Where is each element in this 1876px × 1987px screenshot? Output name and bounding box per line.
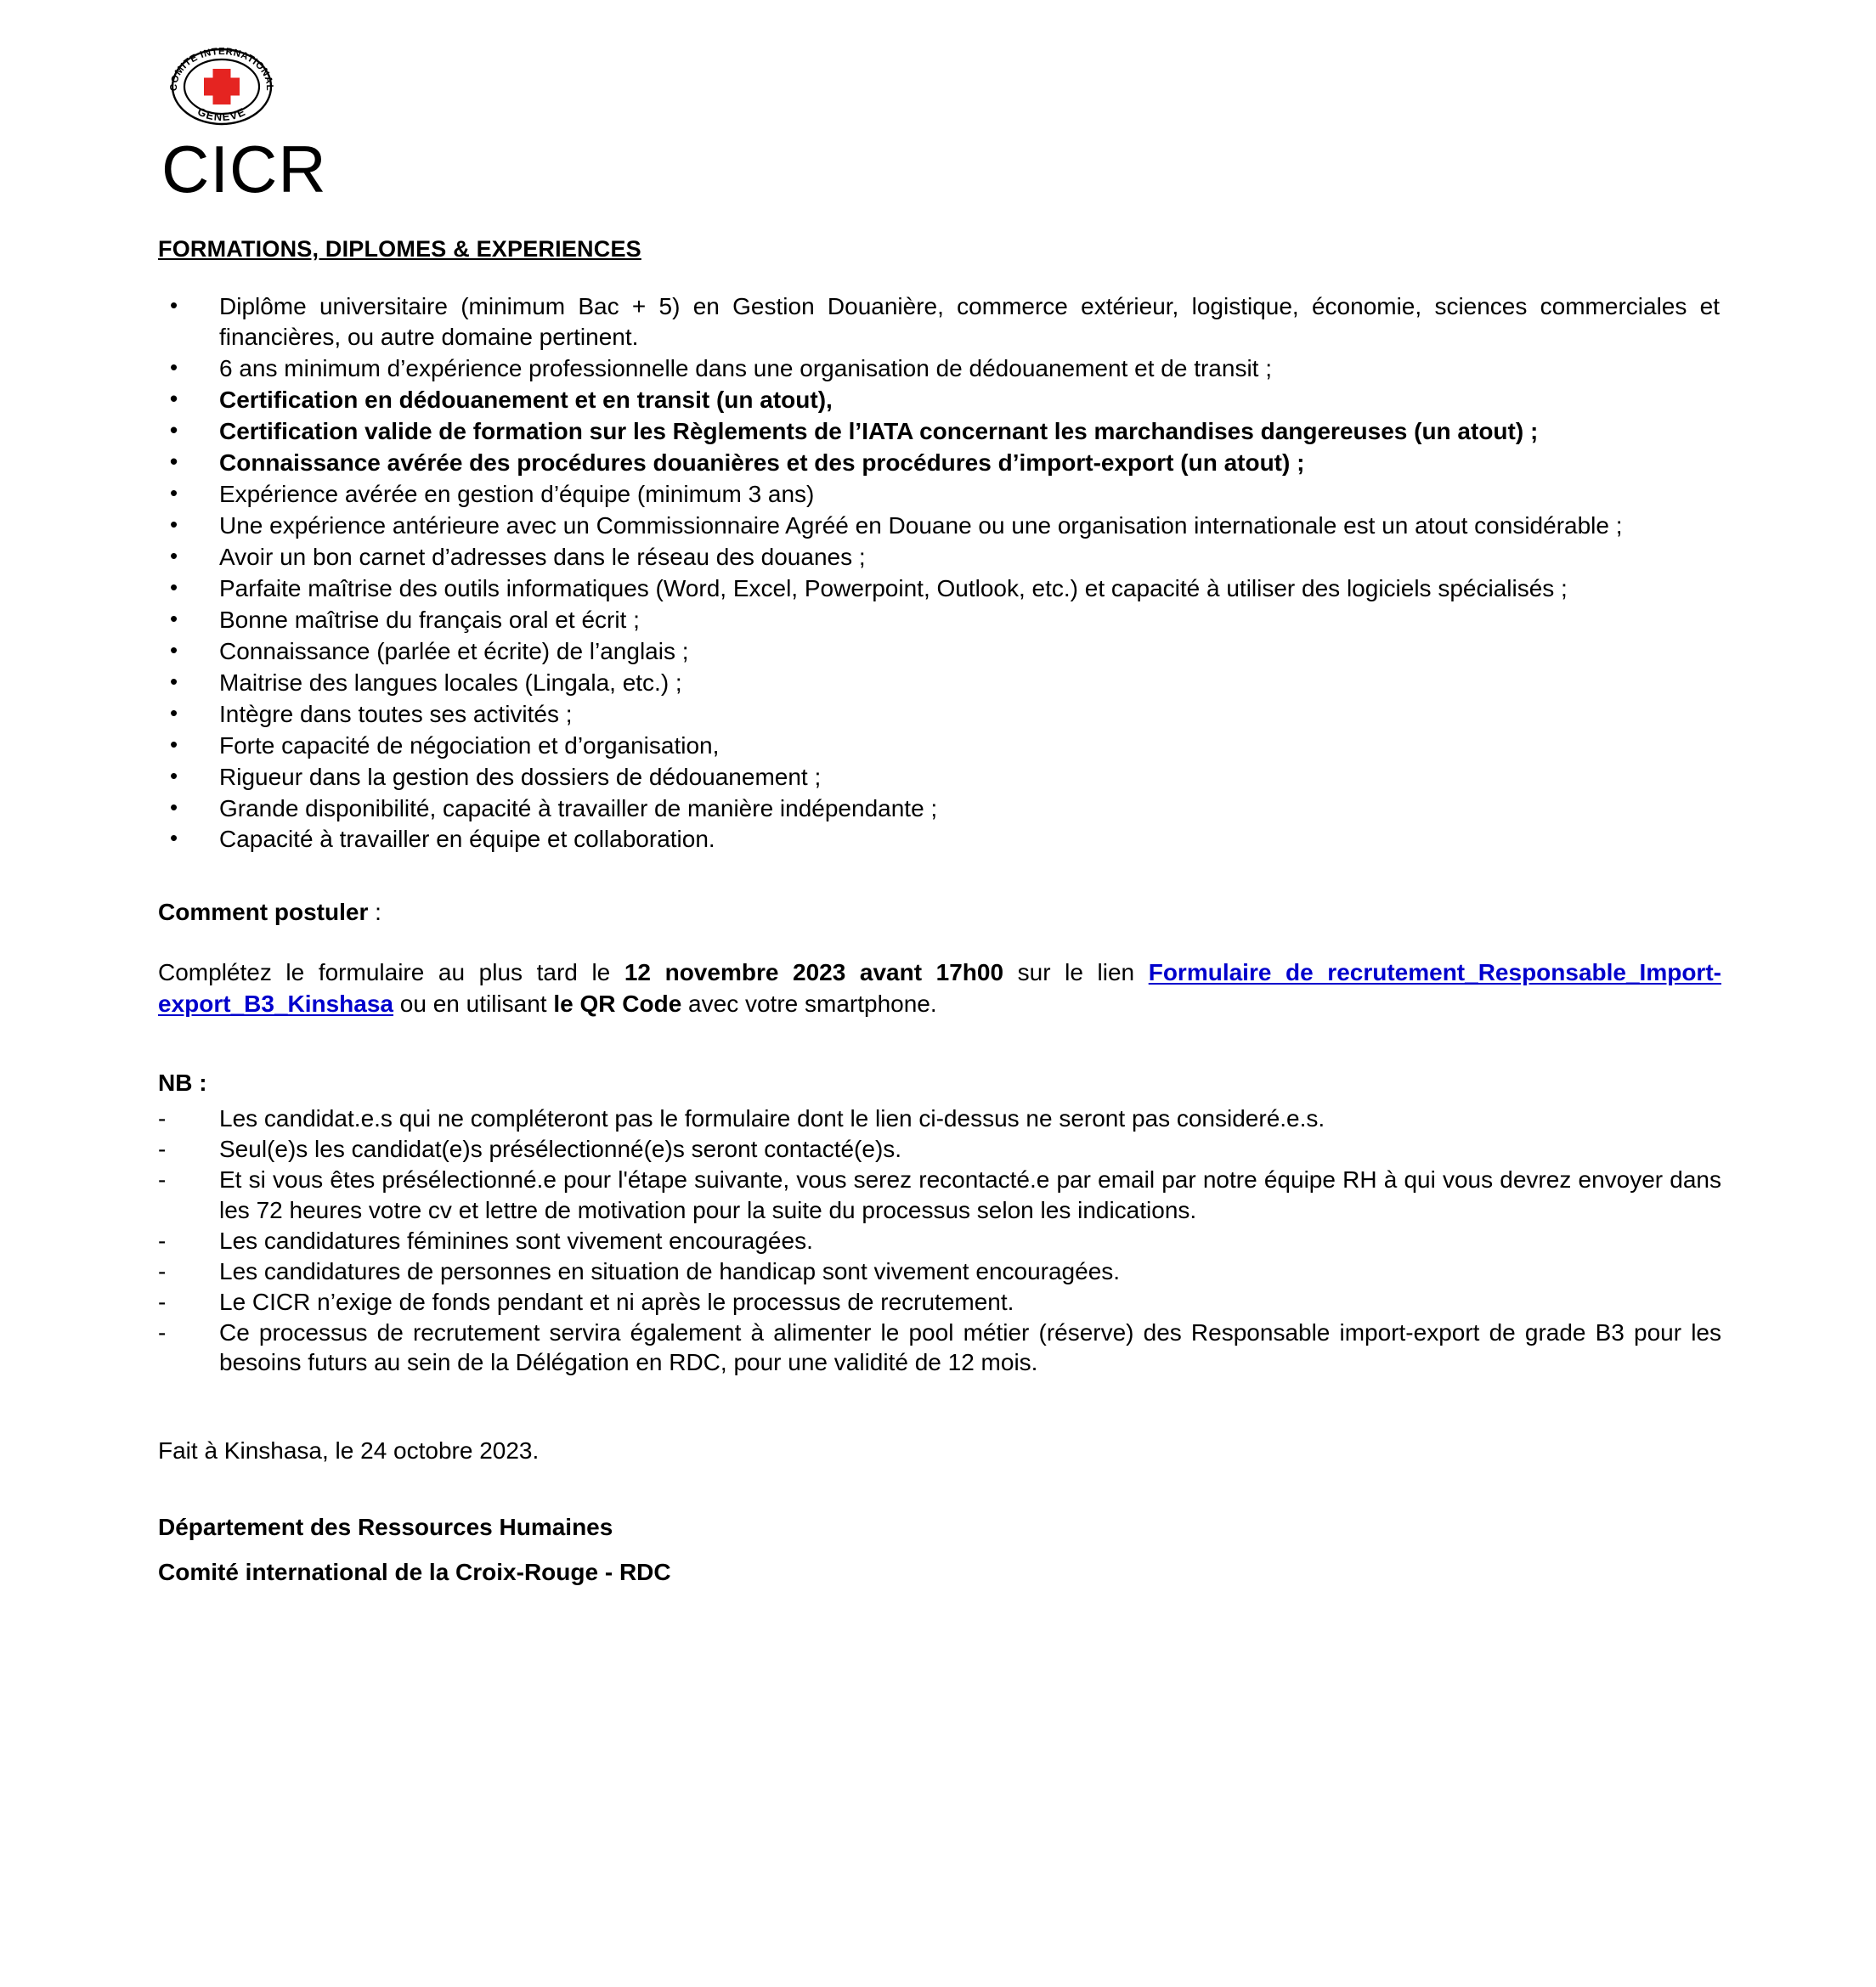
list-item: [158, 353, 1721, 384]
qualifications-list: [158, 291, 1721, 855]
list-item-text: Diplôme universitaire (minimum Bac + 5) en Gestion Douanière, commerce extérieur, logistique, économie, sciences commerciales et financières, ou autre domaine pertinent.: [219, 293, 1720, 350]
list-item: [158, 291, 1721, 353]
dash-icon: -: [158, 1135, 167, 1162]
dash-icon: -: [158, 1288, 167, 1315]
apply-text-4: avec votre smartphone.: [681, 990, 937, 1017]
list-item-text: Les candidatures de personnes en situation de handicap sont vivement encouragées.: [219, 1257, 1121, 1284]
apply-text-1: Complétez le formulaire au plus tard le: [158, 958, 624, 985]
bullet-icon: •: [170, 385, 178, 411]
list-item-text: Certification valide de formation sur les Règlements de l’IATA concernant les marchandises dangereuses (un atout) ;: [219, 417, 1539, 444]
svg-text:GENEVE: GENEVE: [195, 104, 248, 124]
list-item: [158, 1256, 1721, 1287]
dash-icon: -: [158, 1318, 167, 1346]
bullet-icon: •: [170, 542, 178, 568]
list-item: [158, 479, 1721, 510]
list-item: [158, 385, 1721, 415]
list-item: [158, 1287, 1721, 1318]
list-item-text: Avoir un bon carnet d’adresses dans le réseau des douanes ;: [219, 543, 866, 570]
bullet-icon: •: [170, 793, 178, 820]
list-item-text: Les candidat.e.s qui ne compléteront pas le formulaire dont le lien ci-dessus ne seront pas consideré.e.s.: [219, 1104, 1325, 1132]
list-item: [158, 1318, 1721, 1379]
list-item: [158, 668, 1721, 698]
list-item: [158, 573, 1721, 604]
dash-icon: -: [158, 1104, 167, 1132]
list-item: [158, 699, 1721, 730]
bullet-icon: •: [170, 605, 178, 631]
bullet-icon: •: [170, 479, 178, 505]
list-item-text: Expérience avérée en gestion d’équipe (minimum 3 ans): [219, 480, 815, 507]
bullet-icon: •: [170, 636, 178, 663]
bullet-icon: •: [170, 511, 178, 537]
list-item: [158, 542, 1721, 573]
organisation-name: Comité international de la Croix-Rouge - RDC: [158, 1559, 671, 1586]
dash-icon: -: [158, 1166, 167, 1193]
list-item-text: Grande disponibilité, capacité à travailler de manière indépendante ;: [219, 794, 938, 821]
how-to-apply-heading: [158, 897, 1721, 928]
list-item: [158, 605, 1721, 635]
cicr-wordmark: CICR: [161, 132, 327, 206]
list-item-text: Parfaite maîtrise des outils informatiques (Word, Excel, Powerpoint, Outlook, etc.) et capacité à utiliser des logiciels spécialisés ;: [219, 574, 1568, 601]
list-item-text: Le CICR n’exige de fonds pendant et ni après le processus de recrutement.: [219, 1288, 1014, 1315]
bullet-icon: •: [170, 699, 178, 725]
list-item-text: Les candidatures féminines sont vivement encouragées.: [219, 1227, 813, 1254]
list-item-text: Une expérience antérieure avec un Commissionnaire Agréé en Douane ou une organisation internationale est un atout considérable ;: [219, 511, 1623, 539]
bullet-icon: •: [170, 573, 178, 600]
list-item-text: Ce processus de recrutement servira également à alimenter le pool métier (réserve) des Responsable import-export de grade B3 pour les besoins futurs au sein de la Délégation en RDC, pour une validité de 12 mois.: [219, 1318, 1721, 1376]
how-to-apply-colon: :: [368, 899, 381, 926]
application-deadline: 12 novembre 2023 avant 17h00: [624, 958, 1004, 985]
bullet-icon: •: [170, 762, 178, 788]
list-item: [158, 416, 1721, 447]
signature-block: [158, 1504, 1721, 1595]
bullet-icon: •: [170, 292, 178, 318]
document-body: [158, 236, 1721, 1595]
svg-text:COMITE INTERNATIONAL: COMITE INTERNATIONAL: [168, 46, 275, 92]
nb-list: [158, 1104, 1721, 1379]
list-item-text: Seul(e)s les candidat(e)s présélectionné(e)s seront contacté(e)s.: [219, 1135, 902, 1162]
list-item: [158, 793, 1721, 824]
list-item-text: Intègre dans toutes ses activités ;: [219, 700, 573, 727]
list-item-text: Maitrise des langues locales (Lingala, etc.) ;: [219, 669, 682, 696]
list-item: [158, 1226, 1721, 1256]
apply-text-2: sur le lien: [1003, 958, 1149, 985]
list-item-text: Forte capacité de négociation et d’organisation,: [219, 731, 720, 759]
list-item-text: 6 ans minimum d’expérience professionnelle dans une organisation de dédouanement et de transit ;: [219, 354, 1272, 381]
list-item: [158, 636, 1721, 667]
list-item-text: Connaissance avérée des procédures douanières et des procédures d’import-export (un atout) ;: [219, 449, 1305, 476]
qr-code-mention: le QR Code: [553, 990, 682, 1017]
bullet-icon: •: [170, 416, 178, 443]
nb-heading: NB :: [158, 1069, 207, 1096]
list-item: [158, 1134, 1721, 1165]
dash-icon: -: [158, 1257, 167, 1284]
list-item: [158, 762, 1721, 793]
list-item: [158, 1104, 1721, 1134]
letterhead-logo: [158, 41, 515, 206]
place-and-date: Fait à Kinshasa, le 24 octobre 2023.: [158, 1437, 540, 1465]
list-item-text: Connaissance (parlée et écrite) de l’anglais ;: [219, 637, 689, 664]
list-item-text: Rigueur dans la gestion des dossiers de dédouanement ;: [219, 763, 822, 790]
department-name: Département des Ressources Humaines: [158, 1513, 613, 1540]
list-item: [158, 448, 1721, 478]
dash-icon: -: [158, 1227, 167, 1254]
icrc-red-cross-emblem: [158, 41, 285, 133]
bullet-icon: •: [170, 825, 178, 851]
recruitment-form-link[interactable]: Formulaire de recrutement_Responsable_Import-export_B3_Kinshasa: [158, 958, 1721, 1017]
bullet-icon: •: [170, 731, 178, 757]
list-item-text: Bonne maîtrise du français oral et écrit ;: [219, 606, 640, 633]
list-item: [158, 824, 1721, 855]
bullet-icon: •: [170, 448, 178, 474]
how-to-apply-label: Comment postuler: [158, 899, 369, 926]
list-item: [158, 731, 1721, 761]
list-item: [158, 511, 1721, 541]
list-item-text: Capacité à travailler en équipe et collaboration.: [219, 826, 715, 853]
how-to-apply-paragraph: [158, 957, 1721, 1020]
list-item-text: Et si vous êtes présélectionné.e pour l'étape suivante, vous serez recontacté.e par email par notre équipe RH à qui vous devrez envoyer dans les 72 heures votre cv et lettre de motivation pour la suite du processus selon les indications.: [219, 1166, 1721, 1223]
bullet-icon: •: [170, 353, 178, 380]
list-item: [158, 1165, 1721, 1226]
list-item-text: Certification en dédouanement et en transit (un atout),: [219, 386, 833, 413]
section-heading-formations: FORMATIONS, DIPLOMES & EXPERIENCES: [158, 236, 641, 262]
bullet-icon: •: [170, 668, 178, 694]
apply-text-3: ou en utilisant: [393, 990, 554, 1017]
